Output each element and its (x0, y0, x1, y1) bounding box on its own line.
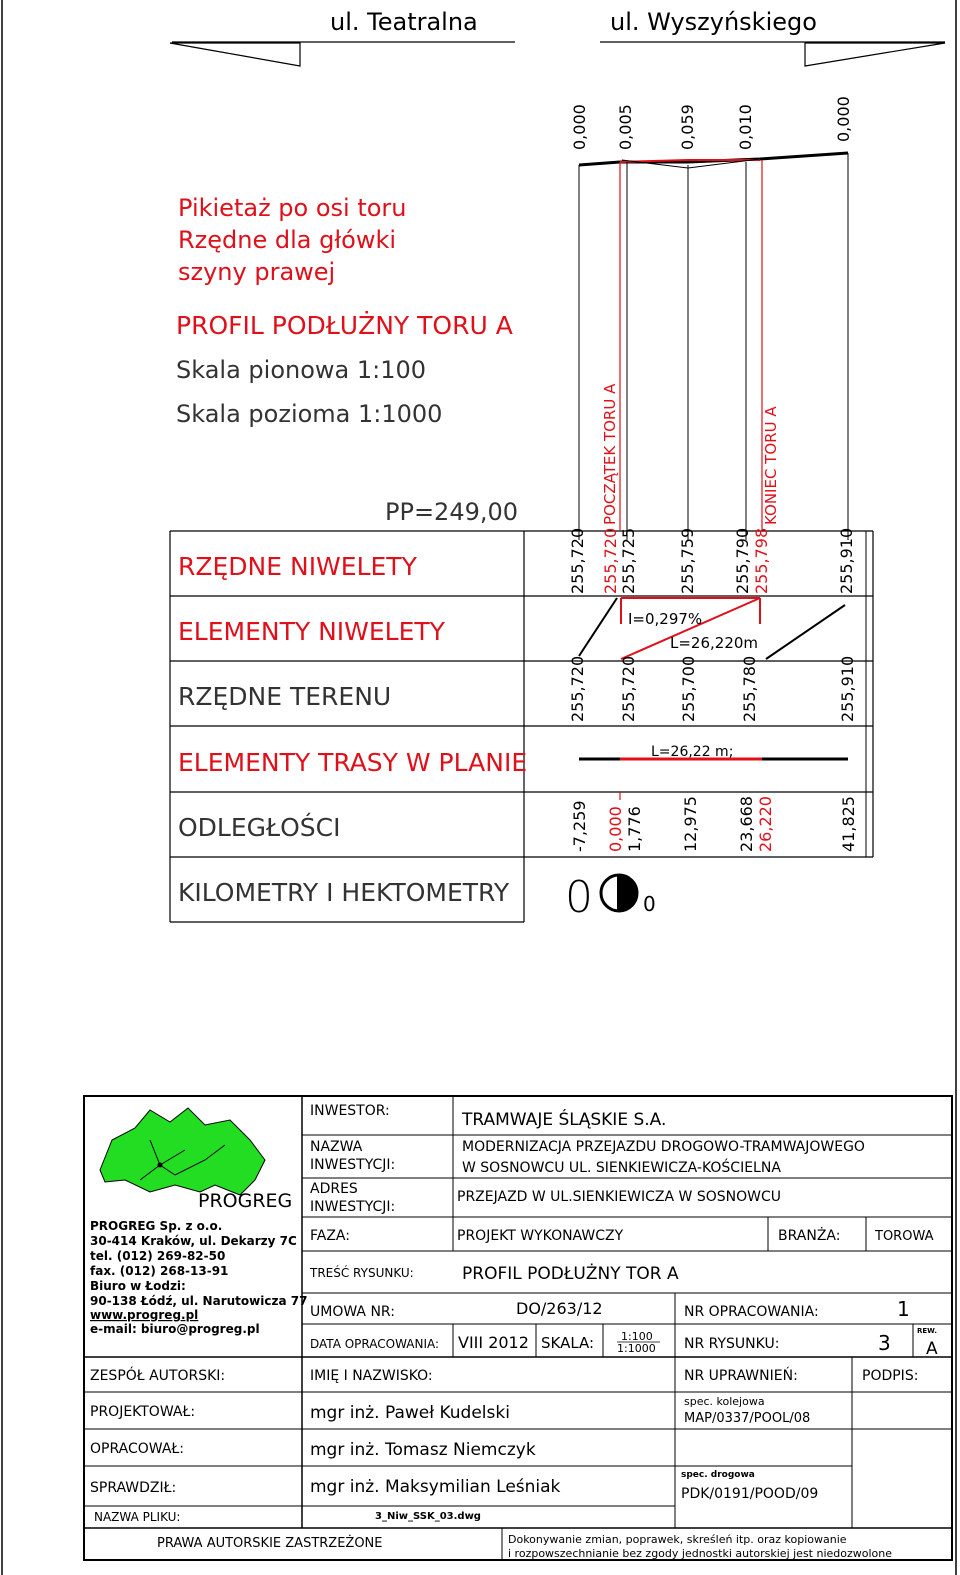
projektowal-label: PROJEKTOWAŁ: (90, 1404, 196, 1420)
km-zero: 0 (565, 872, 593, 923)
ordinate-label: 0,000 (834, 96, 853, 142)
plik-label: NAZWA PLIKU: (94, 1510, 181, 1524)
adres-value: PRZEJAZD W UL.SIENKIEWICZA W SOSNOWCU (457, 1189, 781, 1205)
distance-value: 1,776 (625, 806, 644, 852)
distance-value: 26,220 (756, 796, 775, 852)
spec2-value: PDK/0191/POOD/09 (681, 1486, 819, 1502)
niweleta-element-diagonal (579, 598, 617, 656)
adres-label: ADRES (310, 1181, 358, 1197)
teren-value: 255,910 (838, 655, 857, 722)
street-left-arrow (170, 43, 300, 66)
row-label-elementy-trasy: ELEMENTY TRASY W PLANIE (178, 748, 528, 777)
address-line: 30-414 Kraków, ul. Dekarzy 7C (90, 1234, 297, 1248)
branza-value: TOROWA (875, 1229, 934, 1244)
niweleta-length: L=26,220m (670, 634, 759, 652)
row-label-kilometry: KILOMETRY I HEKTOMETRY (178, 878, 510, 907)
address-line: PROGREG Sp. z o.o. (90, 1219, 223, 1233)
faza-value: PROJEKT WYKONAWCZY (457, 1228, 624, 1244)
nr-uprawnien-label: NR UPRAWNIEŃ: (684, 1368, 798, 1384)
ordinate-label: 0,059 (678, 104, 697, 150)
data-value: VIII 2012 (458, 1333, 529, 1352)
nazwa-value: W SOSNOWCU UL. SIENKIEWICZA-KOŚCIELNA (462, 1160, 781, 1176)
row-label-rzedne-niwelety: RZĘDNE NIWELETY (178, 552, 417, 581)
street-right-label: ul. Wyszyńskiego (610, 8, 817, 36)
distance-value: -7,259 (570, 800, 589, 852)
distance-value: 41,825 (839, 796, 858, 852)
spec1-value: MAP/0337/POOL/08 (684, 1411, 811, 1426)
progreg-logo-icon (100, 1108, 265, 1195)
niweleta-value: 255,720 (568, 527, 587, 594)
nr-rysunku-label: NR RYSUNKU: (684, 1336, 780, 1352)
inwestor-label: INWESTOR: (310, 1103, 390, 1119)
row-label-elementy-niwelety: ELEMENTY NIWELETY (178, 617, 445, 646)
niweleta-value: 255,798 (752, 527, 771, 594)
spec1-label: spec. kolejowa (684, 1395, 765, 1408)
profile-title: PROFIL PODŁUŻNY TORU A (176, 311, 513, 340)
sprawdzil-label: SPRAWDZIŁ: (90, 1480, 177, 1496)
website-link[interactable]: www.progreg.pl (90, 1308, 199, 1322)
end-marker: KONIEC TORU A (762, 406, 780, 525)
niweleta-value: 255,725 (619, 527, 638, 594)
nr-rysunku-value: 3 (878, 1331, 891, 1355)
projektowal-value: mgr inż. Paweł Kudelski (310, 1403, 510, 1423)
rew-value: A (926, 1339, 938, 1359)
trasa-element-label: L=26,22 m; (651, 744, 734, 760)
start-marker: POCZĄTEK TORU A (601, 383, 619, 525)
teren-value: 255,780 (740, 655, 759, 722)
street-right-arrow (805, 43, 945, 66)
skala-value: 1:100 (621, 1330, 653, 1343)
distance-value: 0,000 (606, 806, 625, 852)
km-sub: 0 (643, 892, 656, 916)
address-line: tel. (012) 269-82-50 (90, 1249, 226, 1263)
umowa-value: DO/263/12 (516, 1299, 603, 1318)
distance-value: 23,668 (737, 796, 756, 852)
niweleta-slope: I=0,297% (628, 610, 703, 628)
niweleta-value: 255,790 (733, 527, 752, 594)
opracowal-value: mgr inż. Tomasz Niemczyk (310, 1440, 536, 1460)
distance-value: 12,975 (681, 796, 700, 852)
ordinate-label: 0,005 (616, 104, 635, 150)
tresc-label: TREŚĆ RYSUNKU: (310, 1266, 414, 1280)
opracowal-label: OPRACOWAŁ: (90, 1441, 184, 1457)
address-line: 90-138 Łódź, ul. Narutowicza 77 (90, 1294, 308, 1308)
niweleta-value: 255,759 (678, 527, 697, 594)
zespol-label: ZESPÓŁ AUTORSKI: (90, 1368, 226, 1384)
niweleta-value: 255,910 (837, 527, 856, 594)
faza-label: FAZA: (310, 1228, 350, 1244)
address-line: fax. (012) 268-13-91 (90, 1264, 229, 1278)
copyright-label: PRAWA AUTORSKIE ZASTRZEŻONE (157, 1536, 383, 1551)
ordinate-label: 0,000 (570, 104, 589, 150)
skala-label: SKALA: (541, 1334, 595, 1352)
podpis-label: PODPIS: (862, 1368, 919, 1384)
km-marker-icon (601, 875, 637, 911)
address-line: Biuro w Łodzi: (90, 1279, 186, 1293)
legend-line: Rzędne dla główki (178, 226, 397, 254)
copyright-note: i rozpowszechnianie bez zgody jednostki autorskiej jest niedozwolone (508, 1547, 893, 1560)
nazwa-label: INWESTYCJI: (310, 1157, 396, 1173)
row-label-rzedne-terenu: RZĘDNE TERENU (178, 682, 392, 711)
nr-opracowania-label: NR OPRACOWANIA: (684, 1304, 819, 1320)
skala-value: 1:1000 (617, 1342, 656, 1355)
nazwa-value: MODERNIZACJA PRZEJAZDU DROGOWO-TRAMWAJOWEGO (462, 1139, 865, 1155)
nr-opracowania-value: 1 (897, 1297, 910, 1321)
sprawdzil-value: mgr inż. Maksymilian Leśniak (310, 1477, 561, 1497)
copyright-note: Dokonywanie zmian, poprawek, skreśleń itp. oraz kopiowanie (508, 1533, 847, 1546)
teren-value: 255,700 (679, 655, 698, 722)
company-name: PROGREG (198, 1190, 293, 1212)
pp-label: PP=249,00 (385, 498, 519, 526)
rew-label: REW. (917, 1327, 937, 1335)
ordinate-label: 0,010 (736, 104, 755, 150)
tresc-value: PROFIL PODŁUŻNY TOR A (462, 1264, 679, 1284)
umowa-label: UMOWA NR: (310, 1304, 395, 1320)
teren-value: 255,720 (568, 655, 587, 722)
inwestor-value: TRAMWAJE ŚLĄSKIE S.A. (462, 1110, 667, 1130)
plik-value: 3_Niw_SSK_03.dwg (375, 1511, 481, 1522)
nazwa-label: NAZWA (310, 1139, 363, 1155)
street-left-label: ul. Teatralna (330, 8, 478, 36)
teren-value: 255,720 (619, 655, 638, 722)
horizontal-scale: Skala pozioma 1:1000 (176, 400, 443, 428)
vertical-scale: Skala pionowa 1:100 (176, 356, 427, 384)
legend-line: Pikietaż po osi toru (178, 194, 407, 222)
spec2-label: spec. drogowa (681, 1470, 755, 1480)
adres-label: INWESTYCJI: (310, 1199, 396, 1215)
branza-label: BRANŻA: (778, 1228, 841, 1244)
imie-label: IMIĘ I NAZWISKO: (310, 1368, 433, 1384)
data-label: DATA OPRACOWANIA: (310, 1337, 440, 1351)
email-link[interactable]: e-mail: biuro@progreg.pl (90, 1322, 260, 1336)
niweleta-value: 255,720 (601, 527, 620, 594)
row-label-odleglosci: ODLEGŁOŚCI (178, 813, 341, 842)
niweleta-element-diagonal (766, 605, 845, 659)
legend-line: szyny prawej (178, 258, 336, 286)
